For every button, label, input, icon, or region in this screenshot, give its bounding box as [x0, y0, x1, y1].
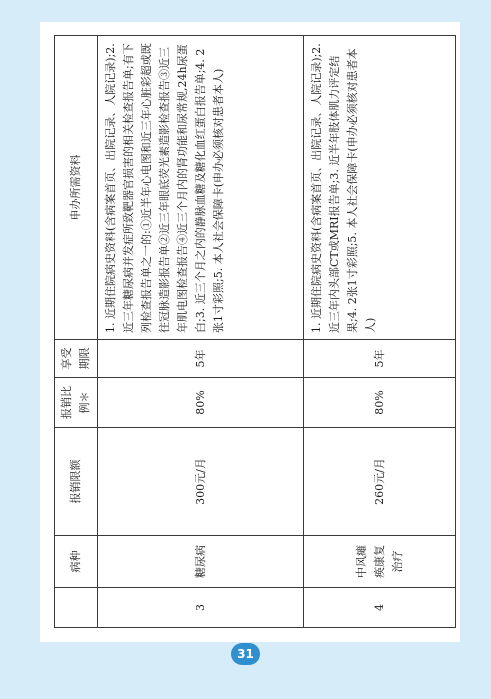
- reimbursement-limit: 300元/月: [98, 428, 304, 536]
- disease-name: 糖尿病: [98, 536, 304, 588]
- benefit-period: 5年: [98, 340, 304, 378]
- header-docs: 申办所需资料: [55, 36, 98, 340]
- reimbursement-ratio: 80%: [304, 378, 456, 428]
- table-row: [98, 36, 304, 628]
- header-no: [55, 588, 98, 628]
- header-limit: 报销限额: [55, 428, 98, 536]
- reimbursement-ratio: 80%: [98, 378, 304, 428]
- required-documents: 1. 近期住院病史资料(含病案首页、出院记录、人院记录);2. 近三年糖尿病并发症所致靶器官损害的相关检查报告单;有下列检查报告单之一的:①近半年心电图和近三年心脏彩超或既往冠脉造影报告单②近三年眼底荧光素造影检查报告③近三年肌电图检查报告④近三个月内的肾功能和尿常规,24h尿蛋白;3. 近三个月之内的静脉血糖及糖化血红蛋白报告单;4. 2张1寸彩照;5. 本人社会保障卡(申办必须核对患者本人): [98, 36, 304, 340]
- header-ratio: 报销比例＊: [55, 378, 98, 428]
- reimbursement-table: [54, 35, 456, 628]
- row-number: 4: [304, 588, 456, 628]
- row-number: 3: [98, 588, 304, 628]
- reimbursement-limit: 260元/月: [304, 428, 456, 536]
- table-header-row: [55, 36, 98, 628]
- disease-name: 中风瘫痪康复治疗: [304, 536, 456, 588]
- header-disease: 病种: [55, 536, 98, 588]
- document-page: [40, 22, 460, 642]
- rotated-table-container: [40, 22, 460, 642]
- page-number-badge: 31: [231, 643, 260, 665]
- required-documents: 1. 近期住院病史资料(含病案首页、出院记录、人院记录);2. 近三年内头部CT或MRI报告单;3. 近半年肢体肌力评定结果;4. 2张1寸彩照;5. 本人社会保障卡(申办必须核对患者本人): [304, 36, 456, 340]
- benefit-period: 5年: [304, 340, 456, 378]
- table-row: [304, 36, 456, 628]
- header-period: 享受期限: [55, 340, 98, 378]
